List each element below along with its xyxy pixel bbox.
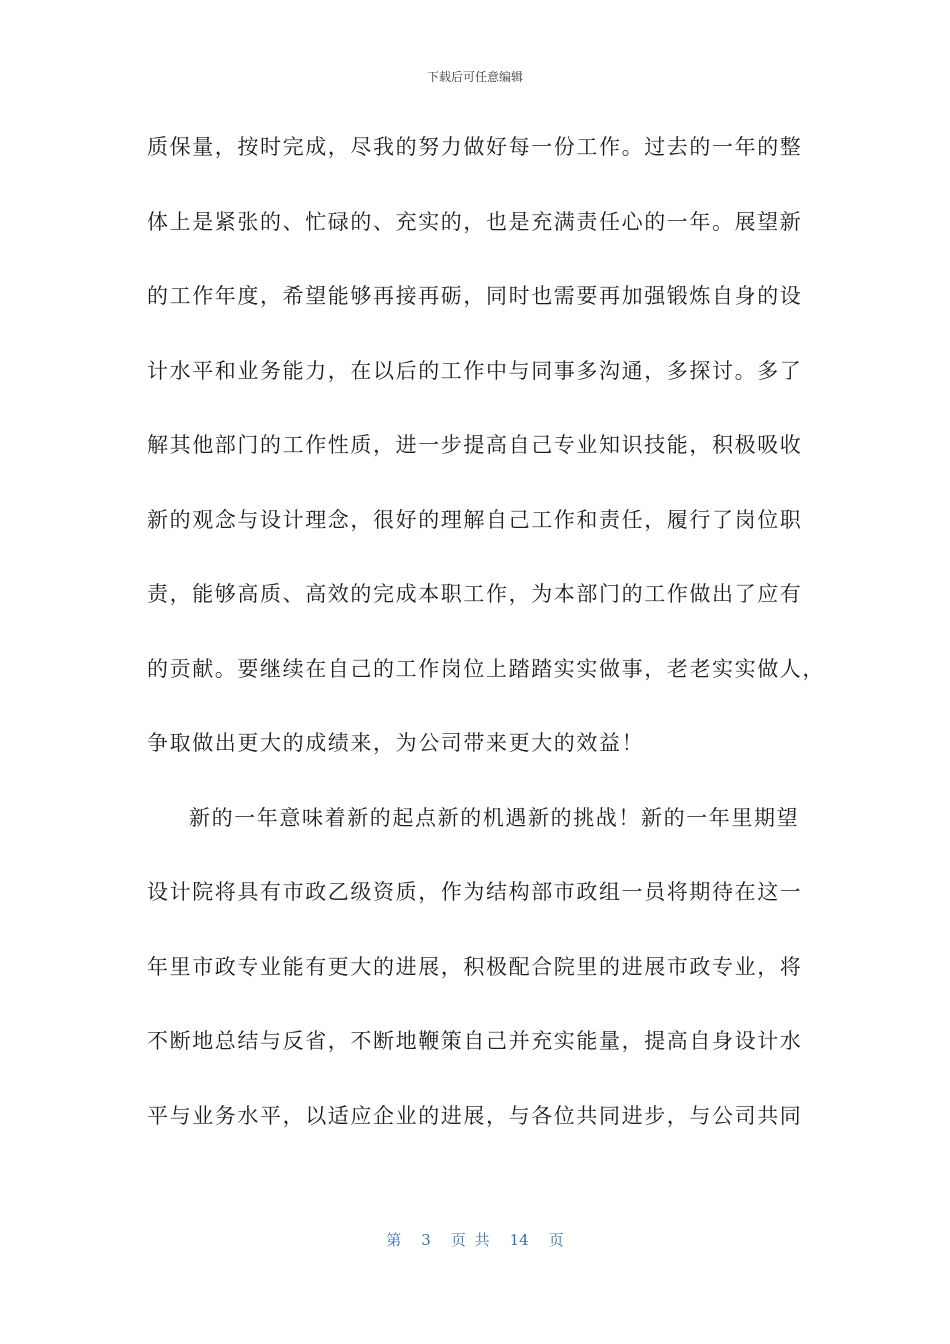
text-line: 不断地总结与反省，不断地鞭策自己并充实能量，提高自身设计水 — [147, 1029, 803, 1053]
text-line: 质保量，按时完成，尽我的努力做好每一份工作。过去的一年的整 — [147, 135, 803, 159]
text-line: 年里市政专业能有更大的进展，积极配合院里的进展市政专业，将 — [147, 954, 803, 979]
text-line: 解其他部门的工作性质，进一步提高自己专业知识技能，积极吸收 — [147, 433, 803, 457]
page-footer — [0, 1229, 950, 1250]
footer-middle: 页 共 — [450, 1231, 490, 1249]
text-line: 的贡献。要继续在自己的工作岗位上踏踏实实做事，老老实实做人， — [147, 656, 825, 681]
document-body — [147, 125, 825, 1168]
text-line: 责，能够高质、高效的完成本职工作，为本部门的工作做出了应有 — [147, 582, 803, 606]
text-line: 的工作年度，希望能够再接再砺，同时也需要再加强锻炼自身的设 — [147, 284, 803, 308]
text-line: 新的观念与设计理念，很好的理解自己工作和责任，履行了岗位职 — [147, 507, 803, 532]
footer-suffix: 页 — [548, 1231, 564, 1249]
text-line: 争取做出更大的成绩来，为公司带来更大的效益！ — [147, 731, 645, 755]
page-header: 下载后可任意编辑 — [426, 70, 523, 84]
current-page-number: 3 — [421, 1231, 431, 1249]
footer-prefix: 第 — [386, 1231, 402, 1249]
text-line: 体上是紧张的、忙碌的、充实的，也是充满责任心的一年。展望新 — [147, 209, 803, 234]
text-line-indented: 新的一年意味着新的起点新的机遇新的挑战！新的一年里期望 — [189, 805, 800, 830]
text-line: 平与业务水平，以适应企业的进展，与各位共同进步，与公司共同 — [147, 1103, 803, 1128]
text-line: 计水平和业务能力，在以后的工作中与同事多沟通，多探讨。多了 — [147, 358, 803, 383]
text-line: 设计院将具有市政乙级资质，作为结构部市政组一员将期待在这一 — [147, 880, 803, 904]
total-page-count: 14 — [509, 1231, 529, 1249]
